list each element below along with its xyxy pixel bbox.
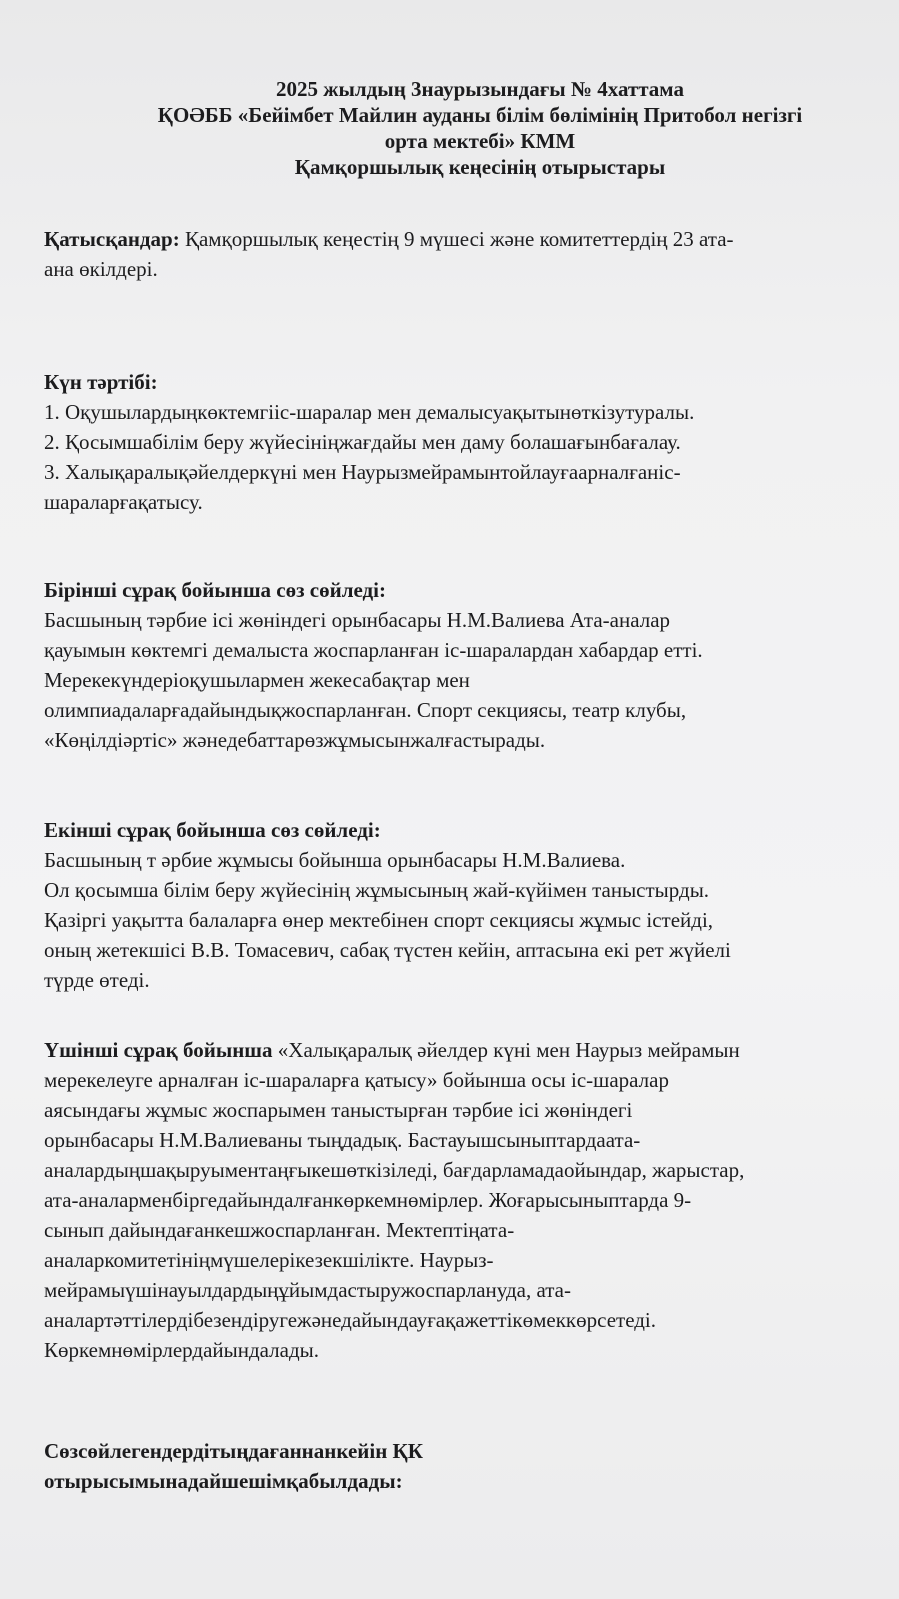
question-1-line: «Көңілдіәртіс» жәнедебаттарөзжұмысынжалғастырады. (44, 728, 546, 752)
header-protocol-line: 2025 жылдың 3наурызындағы № 4хаттама (276, 77, 684, 101)
question-3-line: аналардыңшақыруыментаңғыкешөткізіледі, бағдарламадаойындар, жарыстар, (44, 1158, 745, 1182)
question-1-line: Мерекекүндеріоқушылармен жекесабақтар мен (44, 668, 470, 692)
question-3-line: аналартәттілердібезендіругежәнедайындауғақажеттікөмеккөрсетеді. (44, 1308, 657, 1332)
question-2-line: Қазіргі уақытта балаларға өнер мектебінен спорт секциясы жұмыс істейді, (44, 908, 714, 932)
question-2-line: оның жетекшісі В.В. Томасевич, сабақ түстен кейін, аптасына екі рет жүйелі (44, 938, 731, 962)
question-3-line: аналаркомитетініңмүшелерікезекшілікте. Наурыз- (44, 1248, 494, 1272)
header-school-line: орта мектебі» КММ (384, 129, 576, 153)
agenda-section (44, 367, 899, 517)
agenda-item-3-cont: шараларғақатысу. (44, 490, 203, 514)
attendees-line-1 (44, 224, 899, 254)
question-2-line: Ол қосымша білім беру жүйесінің жұмысының жай-күйімен таныстырды. (44, 878, 710, 902)
question-3-first-line-text: «Халықаралық әйелдер күні мен Наурыз мейрамын (272, 1038, 740, 1062)
attendees-label: Қатысқандар: (44, 227, 180, 251)
question-3-line: мерекелеуге арналған іс-шараларға қатысу» бойынша осы іс-шаралар (44, 1068, 669, 1092)
header-organization-line: ҚОӘББ «Бейімбет Майлин ауданы білім бөлімінің Притобол негізгі (157, 103, 803, 127)
question-3-first-line (44, 1035, 899, 1065)
attendees-section (44, 224, 899, 284)
agenda-title: Күн тәртібі: (44, 370, 158, 394)
question-1-section (44, 575, 899, 755)
decision-line-1: Сөзсөйлегендердітыңдағаннанкейін ҚК (44, 1439, 424, 1463)
question-3-line: Көркемнөмірлердайындалады. (44, 1338, 320, 1362)
decision-section (44, 1436, 899, 1496)
header-title-line: Қамқоршылық кеңесінің отырыстары (294, 155, 666, 179)
document-header (0, 76, 899, 180)
question-2-line: Басшының т әрбие жұмысы бойынша орынбасары Н.М.Валиева. (44, 848, 626, 872)
decision-line-2: отырысымынадайшешімқабылдады: (44, 1469, 403, 1493)
question-1-line: қауымын көктемгі демалыста жоспарланған іс-шаралардан хабардар етті. (44, 638, 703, 662)
question-1-line: Басшының тәрбие ісі жөніндегі орынбасары Н.М.Валиева Ата-аналар (44, 608, 671, 632)
question-2-section (44, 815, 899, 995)
question-3-line: орынбасары Н.М.Валиеваны тыңдадық. Бастауышсыныптардаата- (44, 1128, 641, 1152)
question-3-line: аясындағы жұмыс жоспарымен таныстырған тәрбие ісі жөніндегі (44, 1098, 633, 1122)
attendees-line-2: ана өкілдері. (44, 257, 158, 281)
question-3-line: сынып дайындағанкешжоспарланған. Мектептіңата- (44, 1218, 515, 1242)
question-2-title: Екінші сұрақ бойынша сөз сөйледі: (44, 818, 381, 842)
question-3-section (44, 1035, 899, 1365)
attendees-text: Қамқоршылық кеңестің 9 мүшесі және комитеттердің 23 ата- (179, 227, 734, 251)
question-2-line: түрде өтеді. (44, 968, 150, 992)
question-3-line: мейрамыүшінауылдардыңұйымдастыружоспарлануда, ата- (44, 1278, 571, 1302)
question-3-line: ата-аналарменбіргедайындалғанкөркемнөмірлер. Жоғарысыныптарда 9- (44, 1188, 692, 1212)
agenda-item-1: 1. Оқушылардыңкөктемгіiс-шаралар мен демалысуақытынөткізутуралы. (44, 400, 695, 424)
question-1-title: Бірінші сұрақ бойынша сөз сөйледі: (44, 578, 386, 602)
agenda-item-2: 2. Қосымшабілім беру жүйесініңжағдайы мен даму болашағынбағалау. (44, 430, 681, 454)
question-1-line: олимпиадаларғадайындықжоспарланған. Спорт секциясы, театр клубы, (44, 698, 687, 722)
agenda-item-3: 3. Халықаралықәйелдеркүні мен Наурызмейрамынтойлауғаарналғаніс- (44, 460, 681, 484)
question-3-title: Үшінші сұрақ бойынша (44, 1038, 273, 1062)
